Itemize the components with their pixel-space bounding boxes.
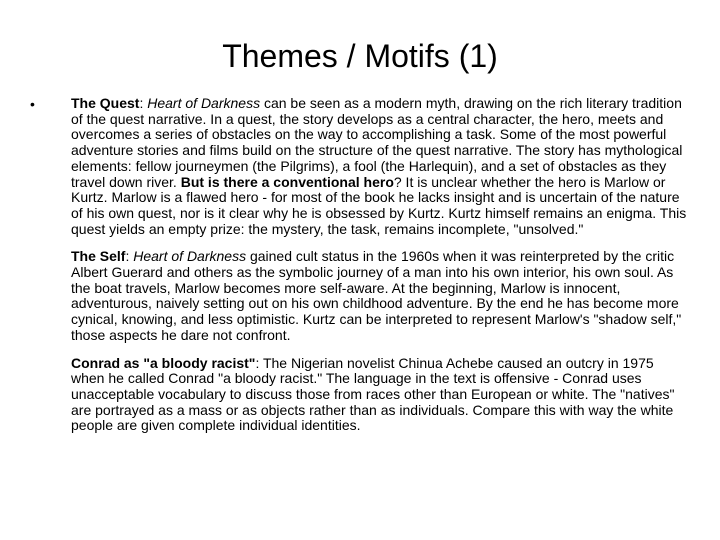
heading-self: The Self (71, 248, 126, 265)
text-run: : The Nigerian novelist Chinua Achebe caused an outcry in 1975 when he called Conrad "a bloody racist." The language in the text is offensive - Conrad uses unacceptable vocabulary to discuss those from races other than European or white. The "natives" are portrayed as a mass or as objects rather than as individuals. Compare this with way the white people are given complete individual identities. (71, 354, 675, 434)
heading-quest: The Quest (71, 95, 140, 111)
text-run: : (125, 248, 134, 265)
paragraph-quest (71, 96, 691, 237)
book-title: Heart of Darkness (133, 248, 247, 265)
text-run: gained cult status in the 1960s when it was reinterpreted by the critic Albert Guerard and others as the symbolic journey of a man into his own interior, his own soul. As the boat travels, Marlow becomes more self-aware. At the beginning, Marlow is innocent, adventurous, naively setting out on his own childhood adventure. By the end he has become more cynical, knowing, and less optimistic. Kurtz can be interpreted to represent Marlow's "shadow self," those aspects he dare not confront. (71, 248, 682, 343)
heading-racist: Conrad as "a bloody racist" (71, 354, 256, 371)
slide-title: Themes / Motifs (1) (222, 38, 498, 74)
paragraph-racist (71, 356, 691, 435)
text-run: ? It is unclear whether the hero is Marlow or Kurtz. Marlow is a flawed hero - for most of the book he lacks insight and is uncertain of the nature of his own quest, nor is it clear why he is obsessed by Kurtz. Kurtz himself remains an enigma. This quest yields an empty prize: the mystery, the task, remains incomplete, "unsolved." (71, 173, 687, 237)
book-title: Heart of Darkness (147, 95, 261, 111)
text-run: : (139, 95, 148, 111)
bullet-marker: • (30, 96, 35, 112)
emphasis-question: But is there a conventional hero (180, 173, 394, 190)
paragraph-self (71, 249, 691, 343)
text-run: can be seen as a modern myth, drawing on the rich literary tradition of the quest narrative. In a quest, the story develops as a central character, the hero, meets and overcomes a series of obstacles on the way to accomplishing a task. Some of the most powerful adventure stories and films build on the structure of the quest narrative. The story has mythological elements: fellow journeymen (the Pilgrims), a fool (the Harlequin), and a set of obstacles as they travel down river. (71, 95, 683, 190)
slide-body (71, 96, 691, 434)
